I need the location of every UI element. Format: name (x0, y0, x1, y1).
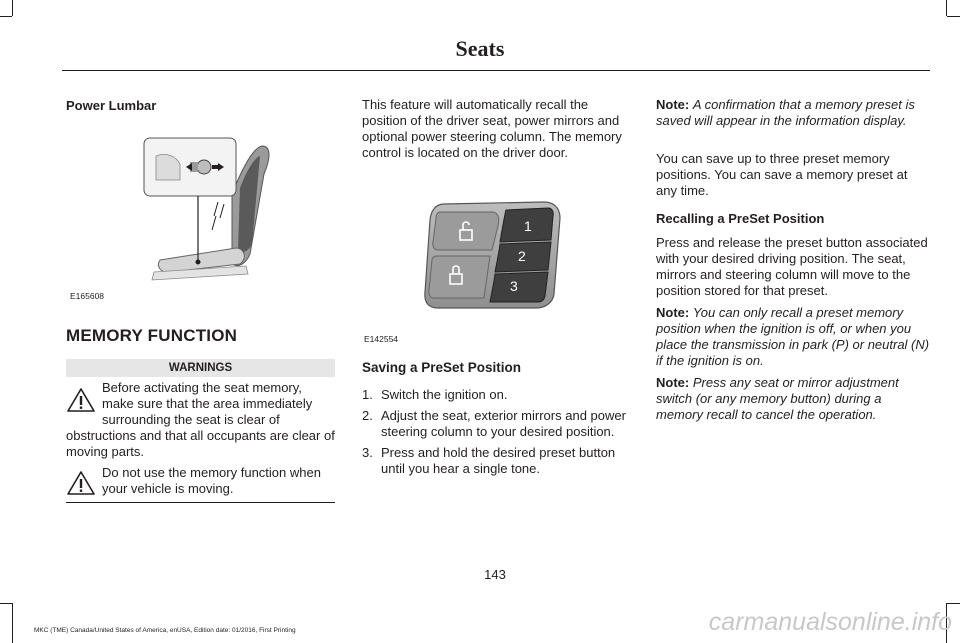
list-item (362, 408, 632, 440)
step-text: Switch the ignition on. (381, 387, 508, 402)
note-label: Note: (656, 305, 690, 320)
crop-mark (947, 16, 960, 17)
note-label: Note: (656, 375, 690, 390)
warnings-header: WARNINGS (66, 359, 335, 377)
note-label: Note: (656, 97, 690, 112)
crop-mark (0, 16, 12, 17)
crop-mark (946, 0, 947, 16)
note-paragraph (656, 305, 930, 369)
header-rule (62, 70, 930, 71)
intro-paragraph: This feature will automatically recall the position of the driver seat, power mirrors and optional power steering column. The memory control is located on the driver door. (362, 97, 622, 160)
note-text: You can only recall a preset memory position when the ignition is off, or when you place the transmission in park (P) or neutral (N) if the ignition is on. (656, 305, 930, 368)
note-paragraph (656, 375, 928, 423)
step-number: 3. (362, 445, 373, 460)
crop-mark (947, 603, 960, 604)
section-heading: MEMORY FUNCTION (66, 326, 238, 345)
paragraph: You can save up to three preset memory positions. You can save a memory preset at any time. (656, 151, 908, 198)
step-text: Press and hold the desired preset button until you hear a single tone. (381, 445, 616, 476)
page-header-title: Seats (455, 36, 505, 61)
recall-heading: Recalling a PreSet Position (656, 211, 825, 226)
page-number: 143 (484, 567, 506, 582)
power-lumbar-heading: Power Lumbar (66, 98, 157, 113)
warning-icon (66, 470, 96, 496)
crop-mark (0, 603, 12, 604)
list-item (362, 387, 632, 403)
steps-list (362, 387, 632, 477)
crop-mark (12, 0, 13, 16)
memory-button-1: 1 (524, 218, 532, 234)
figure-code: E165608 (70, 291, 105, 301)
note-text: Press any seat or mirror adjustment switch (or any memory button) during a memory recall to cancel the operation. (656, 375, 899, 422)
step-text: Adjust the seat, exterior mirrors and power steering column to your desired position. (381, 408, 626, 439)
warnings-bottom-rule (66, 502, 335, 503)
crop-mark (12, 603, 13, 643)
step-number: 2. (362, 408, 373, 423)
memory-button-2: 2 (518, 248, 526, 264)
warning-text (102, 465, 336, 497)
list-item (362, 445, 632, 477)
power-lumbar-figure (140, 134, 280, 284)
edition-info: MKC (TME) Canada/United States of America, enUSA, Edition date: 01/2016, First Printing (34, 627, 296, 634)
paragraph: Press and release the preset button associated with your desired driving position. The seat, mirrors and steering column will move to the position stored for that preset. (656, 235, 928, 298)
figure-code: E142554 (364, 334, 399, 344)
seat-lumbar-illustration (140, 134, 280, 284)
watermark: carmanualsonline.info (708, 608, 952, 636)
memory-button-3: 3 (510, 278, 518, 294)
saving-heading: Saving a PreSet Position (362, 360, 522, 375)
note-text: A confirmation that a memory preset is saved will appear in the information display. (656, 97, 915, 128)
note-paragraph (656, 97, 928, 129)
memory-buttons-figure (420, 198, 564, 310)
warning-2-text: Do not use the memory function when your vehicle is moving. (102, 465, 321, 496)
step-number: 1. (362, 387, 373, 402)
warning-text (66, 380, 336, 460)
warning-1-text: Before activating the seat memory, make sure that the area immediately surrounding the seat is clear of obstructions and that all occupants are clear of moving parts. (66, 380, 335, 459)
